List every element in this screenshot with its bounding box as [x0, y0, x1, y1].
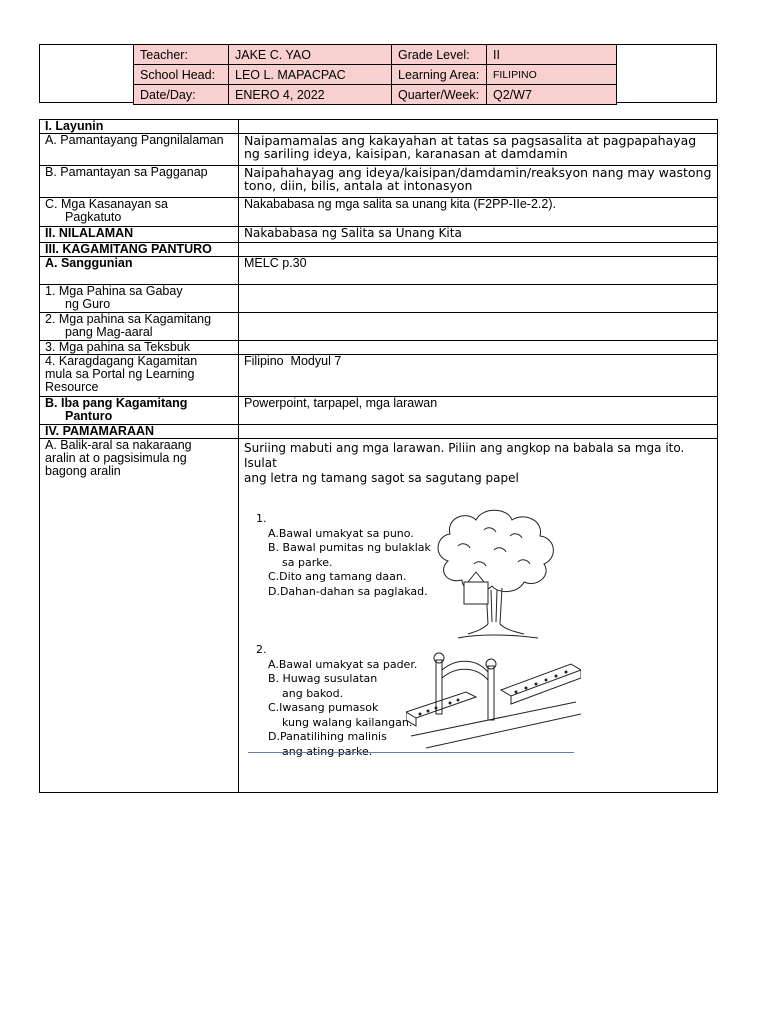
magaaral-value [239, 313, 718, 341]
kagamitan-heading: III. KAGAMITANG PANTURO [40, 243, 239, 257]
gabay-line-2: ng Guro [65, 297, 111, 311]
pangnilalaman-value: Naipamamalas ang kakayahan at tatas sa pagsasalita at pagpapahayag ng sariling ideya, kaisipan, karanasan at damdamin [239, 134, 718, 166]
date-value: ENERO 4, 2022 [229, 85, 392, 105]
sanggunian-value: MELC p.30 [239, 257, 718, 285]
header-table [133, 44, 617, 105]
grade-value: II [487, 45, 617, 65]
nilalaman-value: Nakababasa ng Salita sa Unang Kita [239, 227, 718, 243]
magaaral-line-2: pang Mag-aaral [65, 325, 153, 339]
pagganap-value: Naipahahayag ang ideya/kaisipan/damdamin/reaksyon nang may wastong tono, diin, bilis, antala at intonasyon [239, 166, 718, 198]
pamamaraan-value [239, 425, 718, 439]
teksbuk-label: 3. Mga pahina sa Teksbuk [40, 341, 239, 355]
item-2-choice-d: D.Panatilihing malinis [268, 730, 387, 743]
park-gate-illustration [406, 652, 581, 752]
iba-line-1: B. Iba pang Kagamitang [45, 396, 188, 410]
teacher-label: Teacher: [134, 45, 229, 65]
magaaral-label [40, 313, 239, 341]
layunin-value [239, 120, 718, 134]
item-2-choice-c-cont: kung walang kailangan. [282, 715, 413, 729]
header-box [39, 44, 717, 103]
kasanayan-label [40, 198, 239, 227]
item-2-choices [256, 643, 417, 759]
nilalaman-heading: II. NILALAMAN [40, 227, 239, 243]
item-2-choice-b-cont: ang bakod. [282, 686, 344, 700]
item-1-choice-a: A.Bawal umakyat sa puno. [268, 526, 414, 540]
iba-line-2: Panturo [65, 409, 113, 423]
item-1-choices [256, 512, 431, 599]
iba-value: Powerpoint, tarpapel, mga larawan [239, 397, 718, 425]
magaaral-line-1: 2. Mga pahina sa Kagamitang [45, 312, 212, 326]
date-label: Date/Day: [134, 85, 229, 105]
item-1-choice-b: B. Bawal pumitas ng bulaklak [268, 541, 431, 554]
karagdagan-label [40, 355, 239, 397]
pangnilalaman-label: A. Pamantayang Pangnilalaman [40, 134, 239, 166]
instruction-line-1: Suriing mabuti ang mga larawan. Piliin ang angkop na babala sa mga ito. Isulat [244, 441, 685, 470]
balik-label [40, 439, 239, 793]
item-1-choice-d: D.Dahan-dahan sa paglakad. [268, 584, 428, 598]
balik-line-3: bagong aralin [45, 464, 121, 478]
karagdagan-line-3: Resource [45, 380, 99, 394]
iba-label [40, 397, 239, 425]
kagamitan-value [239, 243, 718, 257]
karagdagan-line-1: 4. Karagdagang Kagamitan [45, 354, 198, 368]
balik-value [239, 439, 718, 793]
sanggunian-label: A. Sanggunian [40, 257, 239, 285]
kasanayan-line-2: Pagkatuto [65, 210, 122, 224]
teksbuk-value [239, 341, 718, 355]
pagganap-label: B. Pamantayan sa Pagganap [40, 166, 239, 198]
item-1-number: 1. [256, 512, 267, 525]
karagdagan-value: Filipino Modyul 7 [239, 355, 718, 397]
picture-area [244, 492, 712, 792]
grade-label: Grade Level: [392, 45, 487, 65]
karagdagan-line-2: mula sa Portal ng Learning [45, 367, 195, 381]
teacher-value: JAKE C. YAO [229, 45, 392, 65]
item-1-choice-b-cont: sa parke. [282, 555, 333, 569]
area-value: FILIPINO [487, 65, 617, 85]
head-label: School Head: [134, 65, 229, 85]
quarter-value: Q2/W7 [487, 85, 617, 105]
kasanayan-value: Nakababasa ng mga salita sa unang kita (F2PP-IIe-2.2). [239, 198, 718, 227]
gabay-value [239, 285, 718, 313]
tree-with-sign-illustration [428, 506, 563, 646]
balik-line-2: aralin at o pagsisimula ng [45, 451, 187, 465]
quarter-label: Quarter/Week: [392, 85, 487, 105]
item-2-choice-b: B. Huwag susulatan [268, 672, 378, 685]
pamamaraan-heading: IV. PAMAMARAAN [40, 425, 239, 439]
item-2-choice-d-cont: ang ating parke. [282, 744, 373, 758]
area-label: Learning Area: [392, 65, 487, 85]
item-2-number: 2. [256, 643, 267, 656]
kasanayan-line-1: C. Mga Kasanayan sa [45, 197, 168, 211]
gabay-line-1: 1. Mga Pahina sa Gabay [45, 284, 183, 298]
lesson-plan-table [39, 119, 718, 793]
item-1-choice-c: C.Dito ang tamang daan. [268, 570, 407, 583]
gabay-label [40, 285, 239, 313]
item-2-choice-c: C.Iwasang pumasok [268, 701, 379, 714]
instruction-line-2: ang letra ng tamang sagot sa sagutang papel [244, 471, 519, 485]
picture-divider-line [248, 752, 574, 753]
balik-line-1: A. Balik-aral sa nakaraang [45, 438, 192, 452]
head-value: LEO L. MAPACPAC [229, 65, 392, 85]
layunin-heading: I. Layunin [40, 120, 239, 134]
item-2-choice-a: A.Bawal umakyat sa pader. [268, 657, 418, 671]
